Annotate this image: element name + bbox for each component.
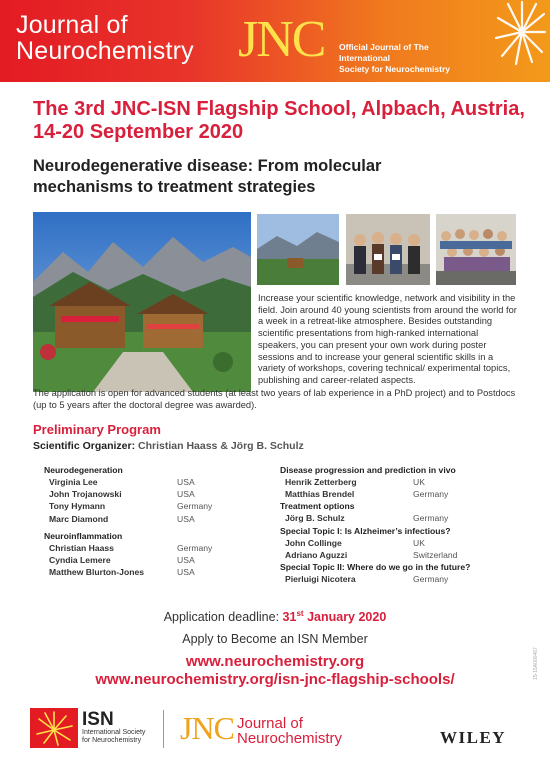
speaker-country: USA: [177, 554, 195, 565]
speaker-row: [280, 488, 520, 500]
event-subtitle-line2: mechanisms to treatment strategies: [33, 178, 316, 196]
deadline-suffix: st: [296, 609, 304, 618]
footer-divider: [163, 710, 164, 748]
speaker-name: Cyndia Lemere: [49, 554, 111, 565]
speaker-name: Tony Hymann: [49, 501, 106, 512]
application-deadline: [0, 609, 550, 624]
participants-group-photo: [436, 214, 516, 285]
alpbach-village-photo: [33, 212, 251, 392]
speaker-country: USA: [177, 567, 195, 578]
speaker-row: [44, 554, 270, 566]
speaker-name: Matthias Brendel: [285, 489, 355, 500]
deadline-label: Application deadline:: [163, 610, 280, 625]
program-heading: Preliminary Program: [33, 422, 161, 437]
speaker-country: UK: [413, 537, 425, 548]
program-section-title: Neurodegeneration: [44, 465, 123, 475]
speaker-name: Pierluigi Nicotera: [285, 573, 356, 584]
footer-journal-name: [237, 716, 342, 746]
program-section-title: Treatment options: [280, 501, 355, 512]
speaker-row: [280, 512, 520, 524]
isn-full-name: [82, 729, 145, 745]
speaker-name: Christian Haass: [49, 542, 114, 553]
speaker-country: Switzerland: [413, 549, 458, 560]
speaker-name: John Collinge: [285, 537, 342, 548]
event-title: [33, 98, 533, 144]
speaker-name: John Trojanowski: [49, 489, 122, 500]
speaker-country: Germany: [177, 542, 213, 553]
scientific-organizer: [33, 440, 304, 452]
isn-line1: International Society: [82, 729, 146, 736]
speaker-country: USA: [177, 513, 195, 524]
speaker-row: [44, 500, 270, 512]
footer-jnc-logo: JNC: [180, 710, 234, 746]
starburst-icon: [482, 0, 546, 82]
header-banner: [0, 0, 550, 82]
event-title-line1: The 3rd JNC-ISN Flagship School, Alpbach, Austria,: [33, 98, 525, 120]
jnc-logo-text: JNC: [238, 11, 325, 68]
speaker-country: UK: [413, 477, 425, 487]
speaker-row: [280, 549, 520, 561]
program-section-title: Special Topic II: Where do we go in the future?: [280, 561, 471, 572]
deadline-day: 31: [282, 610, 297, 625]
speaker-row: [44, 488, 270, 500]
wiley-logo: WILEY: [440, 728, 507, 747]
apply-membership-text: Apply to Become an ISN Member: [182, 632, 368, 646]
program-left-column: [44, 464, 270, 578]
speaker-name: Matthew Blurton-Jones: [49, 567, 145, 578]
speaker-row: [44, 513, 270, 525]
speaker-row: [44, 566, 270, 578]
speaker-country: USA: [177, 489, 195, 500]
deadline-date: [283, 610, 387, 624]
speaker-country: Germany: [413, 573, 449, 584]
flagship-schools-link[interactable]: www.neurochemistry.org/isn-jnc-flagship-schools/: [95, 671, 455, 688]
landscape-photo: [257, 214, 339, 285]
group-award-photo: [346, 214, 430, 285]
organizer-label: Scientific Organizer:: [33, 440, 136, 452]
isn-logo-icon: [30, 708, 78, 748]
isn-acronym: ISN: [82, 709, 114, 730]
neurochemistry-link[interactable]: www.neurochemistry.org: [185, 653, 365, 670]
official-line2: Society for Neurochemistry: [339, 64, 451, 74]
speaker-name: Marc Diamond: [49, 513, 109, 524]
program-section-title: Disease progression and prediction in vivo: [280, 465, 456, 475]
journal-title-line2: Neurochemistry: [16, 37, 194, 65]
deadline-rest: January 2020: [307, 610, 387, 625]
program-right-column: [280, 464, 520, 585]
application-paragraph: The application is open for advanced students (at least two years of lab experience in a PhD project) and to Postdocs (up to 5 years after the doctoral degree was awarded).: [33, 388, 516, 410]
intro-paragraph: Increase your scientific knowledge, network and visibility in the field. Join around 40 young scientists from around the world for a week in a retreat-like atmosphere. Besides outstanding scientific presentations from high-ranked international speakers, you can present your own work during poster sessions and to increase your general scientific skills in a variety of workshops, covering technical/ experimental topics, publishing and career-related aspects.: [258, 293, 517, 385]
speaker-country: Germany: [413, 513, 449, 524]
speaker-name: Virginia Lee: [49, 477, 98, 487]
speaker-country: Germany: [177, 501, 213, 512]
journal-title-line1: Journal of: [16, 11, 128, 39]
event-subtitle-line1: Neurodegenerative disease: From molecular: [33, 157, 382, 175]
program-section-title: Neuroinflammation: [44, 530, 123, 541]
isn-line2: for Neurochemistry: [82, 737, 142, 744]
official-line1: Official Journal of The International: [339, 42, 429, 63]
isn-wordmark: [82, 710, 145, 745]
speaker-name: Jörg B. Schulz: [285, 513, 345, 524]
speaker-name: Adriano Aguzzi: [285, 549, 348, 560]
official-journal-text: [339, 42, 479, 75]
event-subtitle: [33, 156, 533, 198]
speaker-row: [44, 476, 270, 488]
organizer-names: Christian Haass & Jörg B. Schulz: [138, 440, 304, 452]
speaker-row: [44, 542, 270, 554]
event-title-line2: 14-20 September 2020: [33, 121, 244, 143]
footer-journal-line2: Neurochemistry: [237, 730, 343, 747]
document-code: 15-15A000467: [533, 647, 539, 680]
footer-journal-line1: Journal of: [237, 715, 303, 732]
speaker-row: [280, 476, 520, 488]
speaker-name: Henrik Zetterberg: [285, 477, 357, 487]
speaker-country: Germany: [413, 489, 449, 500]
program-section-title: Special Topic I: Is Alzheimer’s infectious?: [280, 525, 451, 536]
speaker-row: [280, 537, 520, 549]
speaker-country: USA: [177, 477, 195, 487]
speaker-row: [280, 573, 520, 585]
journal-title: [16, 12, 194, 64]
